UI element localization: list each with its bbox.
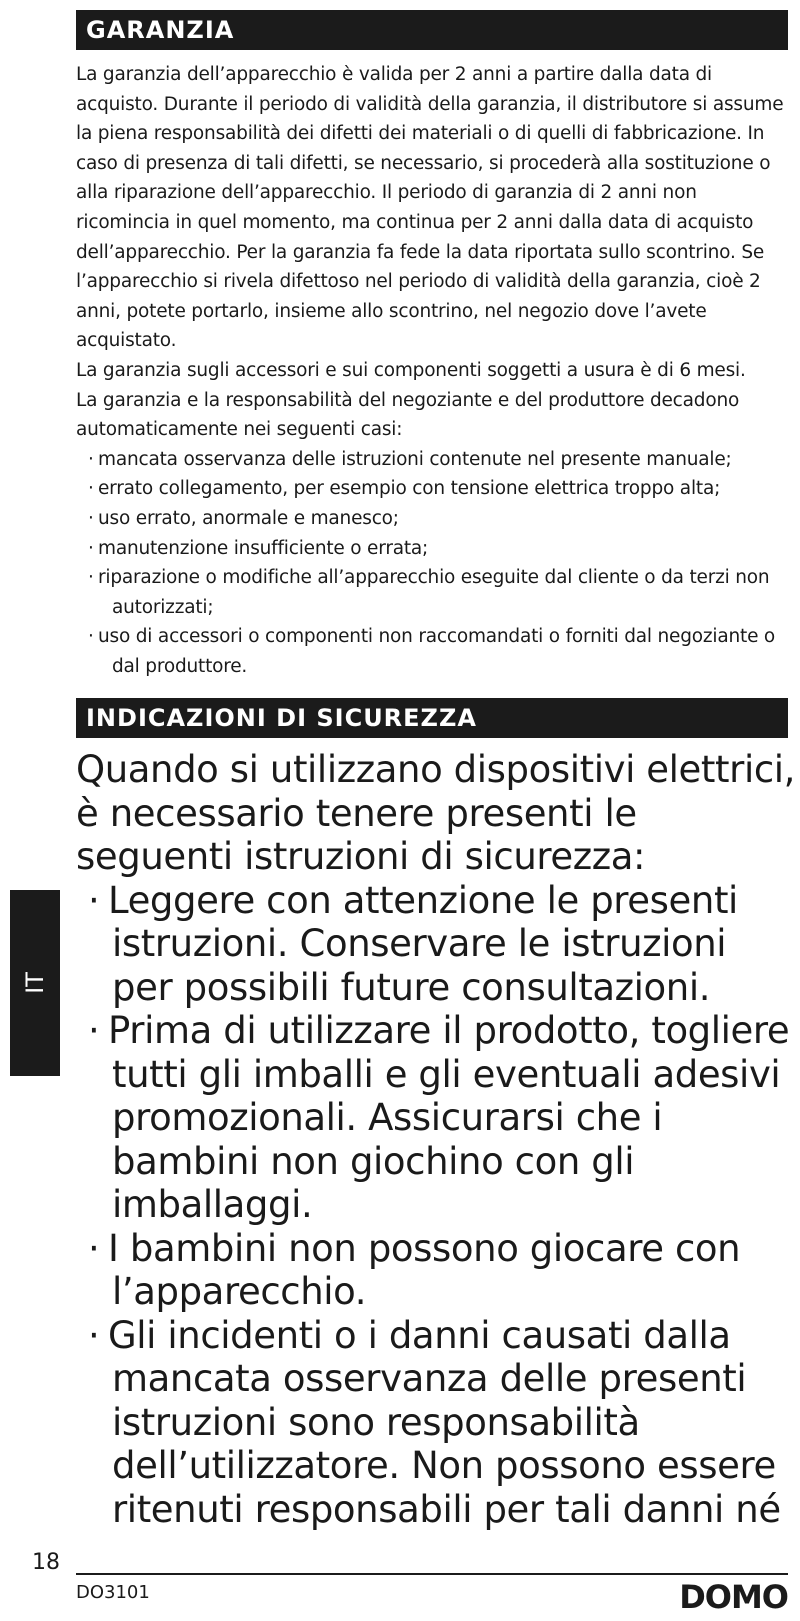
list-item-text: manutenzione insufficiente o errata; <box>98 537 429 559</box>
warranty-exclusions-list <box>76 445 790 682</box>
bullet-icon: · <box>88 507 94 529</box>
safety-text-block <box>76 748 796 1531</box>
bullet-icon: · <box>88 1009 100 1052</box>
warranty-paragraph: La garanzia dell’apparecchio è valida per 2 anni a partire dalla data di acquisto. Durante il periodo di validità della garanzia, il distributore si assume la piena responsabilità dei difetti dei materiali o di quelli di fabbricazione. In caso di presenza di tali difetti, se necessario, si procederà alla sostituzione o alla riparazione dell’apparecchio. Il periodo di garanzia di 2 anni non ricomincia in quel momento, ma continua per 2 anni dalla data di acquisto dell’apparecchio. Per la garanzia fa fede la data riportata sullo scontrino. Se l’apparecchio si rivela difettoso nel periodo di validità della garanzia, cioè 2 anni, potete portarlo, insieme allo scontrino, nel negozio dove l’avete acquistato. <box>76 64 784 352</box>
list-item-text: uso di accessori o componenti non raccomandati o forniti dal negoziante o dal produttore. <box>98 626 776 677</box>
list-item-text: I bambini non possono giocare con l’apparecchio. <box>108 1226 741 1313</box>
bullet-icon: · <box>88 448 94 470</box>
warranty-paragraph: La garanzia e la responsabilità del negoziante e del produttore decadono automaticamente nei seguenti casi: <box>76 389 740 441</box>
bullet-icon: · <box>88 1226 100 1270</box>
list-item-text: uso errato, anormale e manesco; <box>98 507 399 529</box>
bullet-icon: · <box>88 626 94 648</box>
list-item <box>76 474 790 504</box>
list-item-text: Leggere con attenzione le presenti istruzioni. Conservare le istruzioni per possibili future consultazioni. <box>108 878 738 1009</box>
warranty-paragraph: La garanzia sugli accessori e sui componenti soggetti a usura è di 6 mesi. <box>76 359 746 381</box>
list-item <box>76 445 790 475</box>
list-item <box>76 1009 796 1227</box>
list-item <box>76 1227 796 1314</box>
list-item <box>76 1314 796 1532</box>
list-item <box>76 879 796 1010</box>
language-tab <box>10 890 60 1076</box>
section-heading-garanzia: GARANZIA <box>76 10 788 50</box>
safety-instructions-list <box>76 879 796 1532</box>
list-item <box>76 563 790 622</box>
section-heading-sicurezza: INDICAZIONI DI SICUREZZA <box>76 698 788 738</box>
bullet-icon: · <box>88 567 94 589</box>
safety-intro: Quando si utilizzano dispositivi elettrici, è necessario tenere presenti le seguenti istruzioni di sicurezza: <box>76 748 796 878</box>
list-item <box>76 622 790 681</box>
list-item-text: mancata osservanza delle istruzioni contenute nel presente manuale; <box>98 448 732 470</box>
footer-divider <box>76 1573 788 1575</box>
bullet-icon: · <box>88 878 100 922</box>
list-item-text: errato collegamento, per esempio con tensione elettrica troppo alta; <box>98 478 721 500</box>
list-item-text: Gli incidenti o i danni causati dalla mancata osservanza delle presenti istruzioni sono responsabilità dell’utilizzatore. Non possono essere ritenuti responsabili per tali danni né <box>108 1313 781 1531</box>
page-number: 18 <box>32 1550 60 1575</box>
list-item-text: riparazione o modifiche all’apparecchio eseguite dal cliente o da terzi non autorizzati; <box>98 567 770 618</box>
bullet-icon: · <box>88 1313 100 1357</box>
brand-logo: DOMO <box>679 1578 788 1616</box>
model-code: DO3101 <box>76 1582 150 1603</box>
list-item <box>76 534 790 564</box>
list-item <box>76 504 790 534</box>
language-tab-label: IT <box>21 972 49 994</box>
warranty-text-block <box>76 60 790 681</box>
list-item-text: Prima di utilizzare il prodotto, togliere tutti gli imballi e gli eventuali adesivi promozionali. Assicurarsi che i bambini non giochino con gli imballaggi. <box>108 1009 790 1226</box>
bullet-icon: · <box>88 478 94 500</box>
bullet-icon: · <box>88 537 94 559</box>
